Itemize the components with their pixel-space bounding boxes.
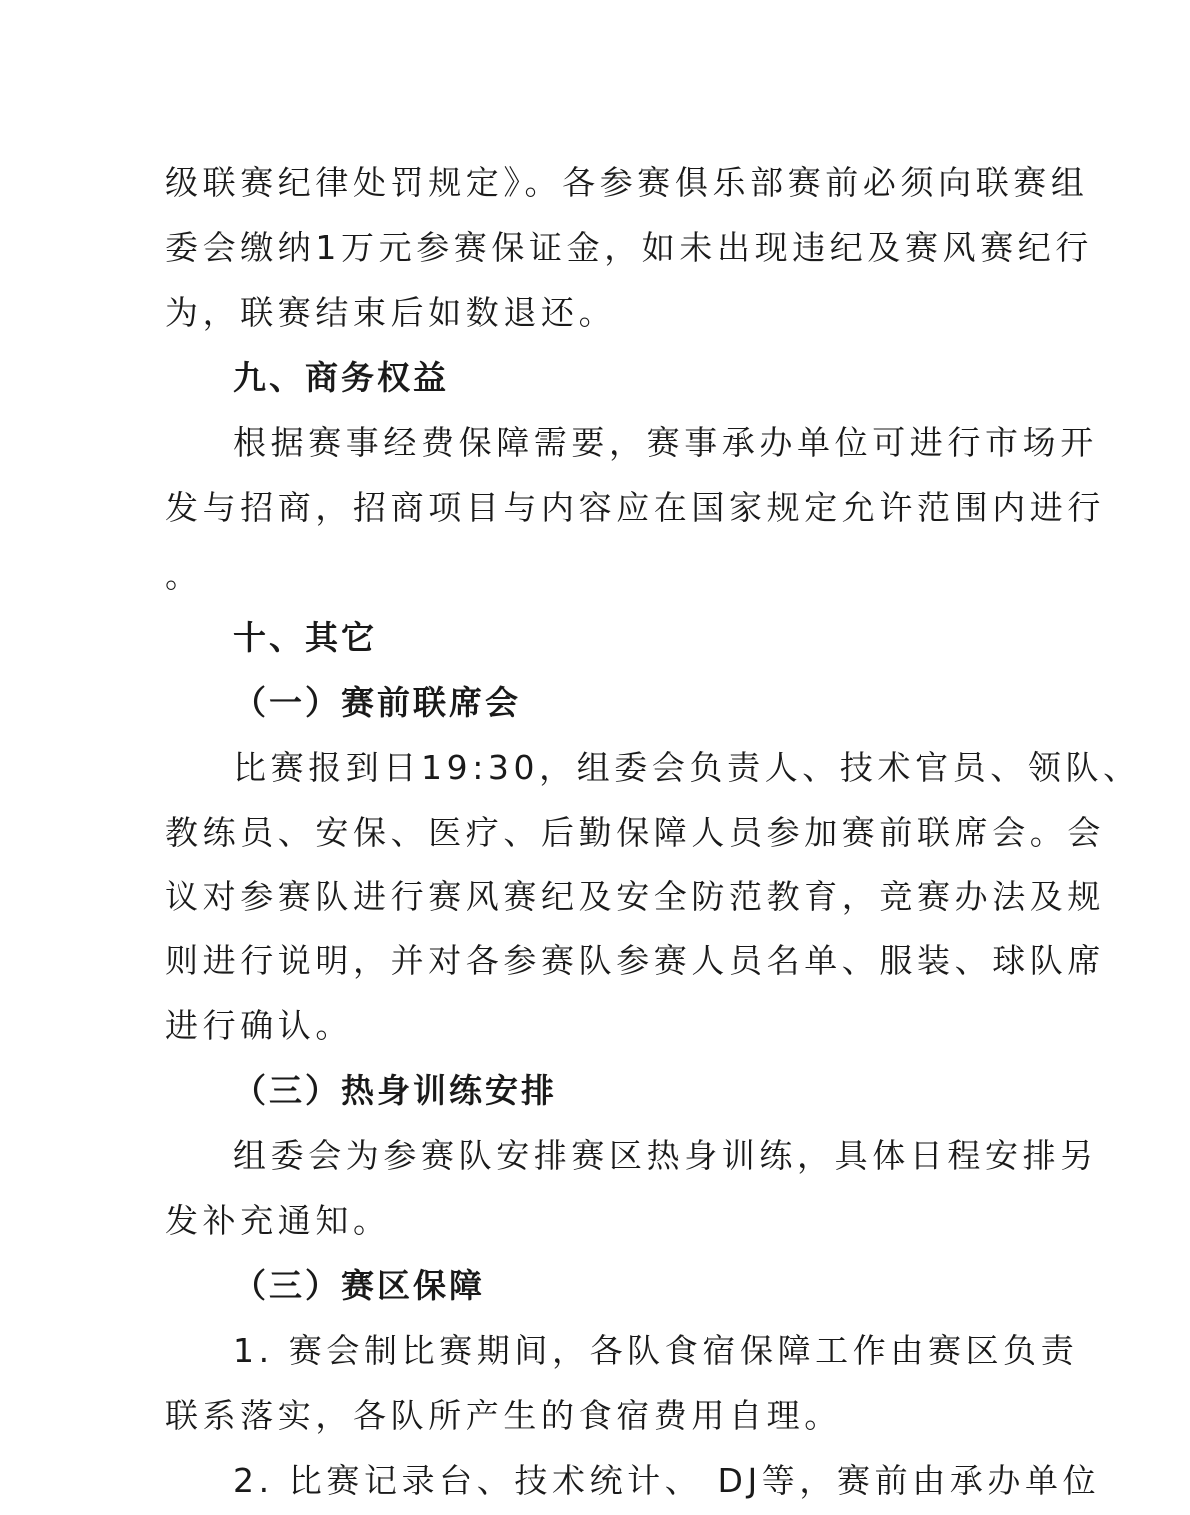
paragraph-line: 比赛报到日19:30，组委会负责人、技术官员、领队、 — [233, 748, 1141, 787]
section-heading: 十、其它 — [233, 618, 377, 657]
paragraph-line: 教练员、安保、医疗、后勤保障人员参加赛前联席会。会 — [165, 813, 1105, 852]
section-heading: 九、商务权益 — [233, 358, 449, 397]
paragraph-line: 为，联赛结束后如数退还。 — [165, 293, 617, 332]
paragraph-line: 2. 比赛记录台、技术统计、 DJ等，赛前由承办单位 — [233, 1461, 1101, 1500]
paragraph-line: 根据赛事经费保障需要，赛事承办单位可进行市场开 — [233, 423, 1098, 462]
subsection-heading: （一）赛前联席会 — [233, 683, 521, 722]
paragraph-line: 级联赛纪律处罚规定》。各参赛俱乐部赛前必须向联赛组 — [165, 163, 1089, 202]
paragraph-line: 进行确认。 — [165, 1006, 353, 1045]
subsection-heading: （三）热身训练安排 — [233, 1071, 557, 1110]
paragraph-line: 组委会为参赛队安排赛区热身训练，具体日程安排另 — [233, 1136, 1098, 1175]
paragraph-line: 联系落实，各队所产生的食宿费用自理。 — [165, 1396, 842, 1435]
paragraph-line: 1. 赛会制比赛期间，各队食宿保障工作由赛区负责 — [233, 1331, 1079, 1370]
paragraph-line: 。 — [165, 556, 203, 595]
paragraph-line: 则进行说明，并对各参赛队参赛人员名单、服装、球队席 — [165, 941, 1105, 980]
paragraph-line: 委会缴纳1万元参赛保证金，如未出现违纪及赛风赛纪行 — [165, 228, 1093, 267]
paragraph-line: 发与招商，招商项目与内容应在国家规定允许范围内进行 — [165, 488, 1105, 527]
paragraph-line: 发补充通知。 — [165, 1201, 391, 1240]
paragraph-line: 议对参赛队进行赛风赛纪及安全防范教育，竞赛办法及规 — [165, 877, 1105, 916]
subsection-heading: （三）赛区保障 — [233, 1266, 485, 1305]
